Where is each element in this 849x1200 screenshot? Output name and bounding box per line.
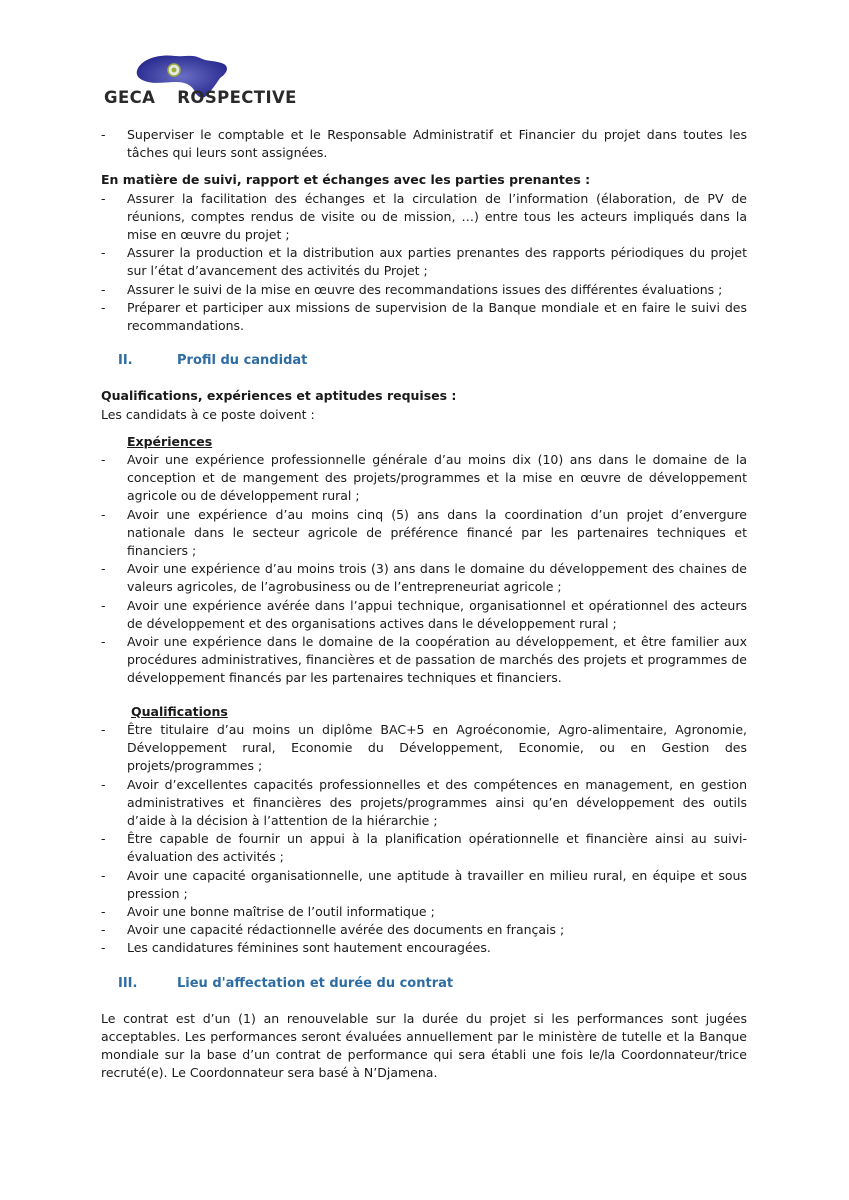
list-item: - Avoir une expérience professionnelle générale d’au moins dix (10) ans dans le domaine de la conception et de mangement des projets/programmes et la mise en œuvre de développement agricole ou de développement rural ; [101, 451, 747, 506]
experiences-subheading: Expériences [127, 433, 213, 449]
list-item: - Avoir une bonne maîtrise de l’outil informatique ; [101, 903, 747, 921]
experiences-list [101, 451, 747, 688]
section-title: Lieu d'affectation et durée du contrat [177, 975, 454, 991]
list-item: - Avoir une expérience avérée dans l’appui technique, organisationnel et opérationnel des acteurs de développement et des organisations actives dans le développement rural ; [101, 597, 747, 633]
section-heading-affectation [118, 975, 747, 993]
qualifications-list [101, 721, 747, 958]
section-title: Profil du candidat [177, 353, 308, 369]
list-item: - Assurer le suivi de la mise en œuvre des recommandations issues des différentes évaluations ; [101, 281, 747, 299]
intro-list [101, 126, 747, 162]
company-logo [100, 50, 297, 110]
list-item: - Préparer et participer aux missions de supervision de la Banque mondiale et en faire le suivi des recommandations. [101, 299, 747, 335]
list-item: - Être titulaire d’au moins un diplôme BAC+5 en Agroéconomie, Agro-alimentaire, Agronomie, Développement rural, Economie du Développement, Economie, ou en Gestion des projets/programmes ; [101, 721, 747, 776]
list-item: - Assurer la facilitation des échanges et la circulation de l’information (élaboration, de PV de réunions, comptes rendus de visite ou de mission, …) entre tous les acteurs impliqués dans la mise en œuvre du projet ; [101, 190, 747, 245]
section-number: II. [118, 353, 133, 369]
logo-text-right: ROSPECTIVE [177, 88, 297, 107]
qualifications-subheading: Qualifications [131, 703, 228, 719]
list-item: - Avoir une expérience d’au moins cinq (5) ans dans la coordination d’un projet d’envergure nationale dans le secteur agricole de préférence financé par les partenaires techniques et financiers ; [101, 506, 747, 561]
logo-wordmark [104, 88, 297, 107]
list-item: - Être capable de fournir un appui à la planification opérationnelle et financière ainsi au suivi-évaluation des activités ; [101, 830, 747, 866]
candidates-intro: Les candidats à ce poste doivent : [101, 406, 315, 422]
list-item: - Assurer la production et la distribution aux parties prenantes des rapports périodiques du projet sur l’état d’avancement des activités du Projet ; [101, 244, 747, 280]
section-number: III. [118, 975, 138, 991]
qualifications-heading: Qualifications, expériences et aptitudes requises : [101, 388, 457, 404]
document-body [101, 126, 747, 1083]
list-item: - Avoir d’excellentes capacités professionnelles et des compétences en management, en gestion administratives et financières des projets/programmes ainsi qu’en développement des outils d’aide à la décision à l’attention de la hiérarchie ; [101, 776, 747, 831]
list-item: - Avoir une expérience d’au moins trois (3) ans dans le domaine du développement des chaines de valeurs agricoles, de l’agrobusiness ou de l’entrepreneuriat agricole ; [101, 560, 747, 596]
list-item: - Avoir une capacité rédactionnelle avérée des documents en français ; [101, 921, 747, 939]
list-item: - Avoir une capacité organisationnelle, une aptitude à travailler en milieu rural, en équipe et sous pression ; [101, 867, 747, 903]
contract-paragraph: Le contrat est d’un (1) an renouvelable sur la durée du projet si les performances sont jugées acceptables. Les performances seront évaluées annuellement par le ministère de tutelle et la Banque mondiale sur la base d’un contrat de performance qui sera établi une fois le/la Coordonnateur/trice recruté(e). Le Coordonnateur sera basé à N’Djamena. [101, 1010, 747, 1081]
logo-text-left: GECA [104, 88, 156, 107]
section-heading-profil [118, 352, 747, 370]
list-item: - Superviser le comptable et le Responsable Administratif et Financier du projet dans toutes les tâches qui leurs sont assignées. [101, 126, 747, 162]
list-item: - Les candidatures féminines sont hautement encouragées. [101, 939, 747, 957]
list-item: - Avoir une expérience dans le domaine de la coopération au développement, et être familier aux procédures administratives, financières et de passation de marchés des projets et programmes de développement financés par les partenaires techniques et financiers. [101, 633, 747, 688]
suivi-list [101, 190, 747, 336]
suivi-heading: En matière de suivi, rapport et échanges avec les parties prenantes : [101, 172, 591, 188]
